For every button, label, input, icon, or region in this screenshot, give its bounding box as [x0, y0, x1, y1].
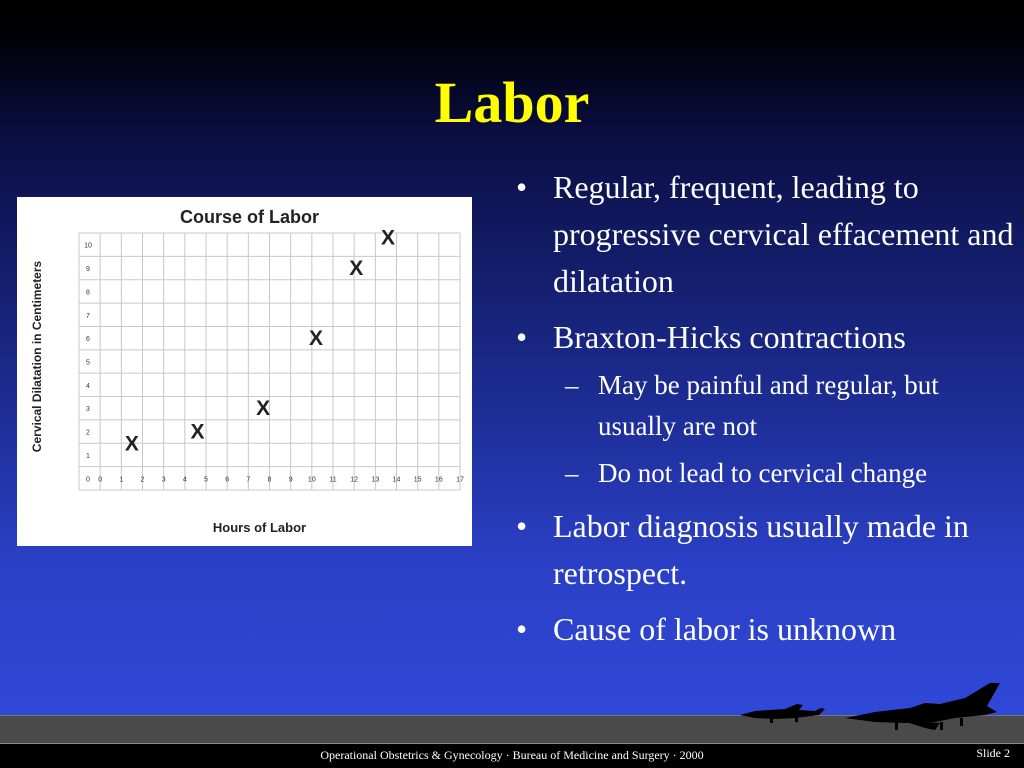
- chart-y-tick-label: 6: [86, 336, 90, 344]
- slide-title: Labor: [434, 70, 590, 135]
- bullet-text: Braxton-Hicks contractions: [553, 319, 906, 355]
- bullet-marker: •: [516, 508, 528, 544]
- sub-bullet-list: [553, 365, 1020, 494]
- footer-text: Operational Obstetrics & Gynecology · Bureau of Medicine and Surgery · 2000: [320, 748, 704, 762]
- chart-y-tick-label: 9: [86, 266, 90, 274]
- chart-x-tick-label: 17: [456, 476, 464, 484]
- chart-x-tick-label: 11: [329, 476, 337, 484]
- bullet-marker: •: [516, 319, 528, 355]
- sub-bullet-item: [553, 365, 1020, 447]
- chart-x-tick-label: 4: [182, 476, 187, 484]
- chart-data-point-marker: X: [256, 397, 271, 421]
- chart-x-tick-label: 15: [413, 476, 422, 484]
- chart-title: Course of Labor: [179, 207, 320, 227]
- chart-y-tick-label: 8: [86, 289, 90, 297]
- chart-x-tick-label: 5: [204, 476, 208, 484]
- chart-x-tick-label: 16: [434, 476, 443, 484]
- sub-bullet-text: May be painful and regular, but usually are not: [598, 370, 939, 441]
- chart-y-axis-label: Cervical Dilatation in Centimeters: [30, 260, 44, 453]
- bullet-list: [510, 164, 1020, 662]
- chart-x-tick-label: 10: [307, 476, 316, 484]
- chart-data-point-marker: X: [349, 257, 364, 281]
- chart-y-tick-label: 0: [86, 476, 90, 484]
- bullet-item: [510, 606, 1020, 653]
- chart-x-tick-label: 8: [267, 476, 272, 484]
- chart-y-tick-label: 2: [86, 429, 90, 437]
- bullet-text: Cause of labor is unknown: [553, 611, 897, 647]
- chart-x-tick-label: 6: [225, 476, 230, 484]
- chart-y-tick-label: 1: [86, 452, 90, 460]
- slide-number: Slide 2: [976, 746, 1010, 760]
- bullet-marker: •: [516, 169, 528, 205]
- bullet-text: Regular, frequent, leading to progressive cervical effacement and dilatation: [553, 169, 1014, 299]
- chart-y-tick-label: 10: [84, 242, 92, 250]
- bullet-text: Labor diagnosis usually made in retrospect.: [553, 508, 969, 591]
- chart-x-tick-label: 14: [392, 476, 401, 484]
- chart-svg: [17, 197, 472, 546]
- bullet-item: [510, 164, 1020, 305]
- bullet-item: [510, 314, 1020, 494]
- bullet-marker: •: [516, 611, 528, 647]
- chart-x-tick-label: 13: [371, 476, 380, 484]
- chart-x-tick-label: 1: [119, 476, 124, 484]
- sub-bullet-marker: –: [565, 370, 579, 400]
- chart-data-point-marker: X: [309, 327, 324, 351]
- chart-data-point-marker: X: [381, 226, 396, 250]
- sub-bullet-marker: –: [565, 458, 579, 488]
- sub-bullet-text: Do not lead to cervical change: [598, 458, 928, 488]
- chart-x-tick-label: 0: [98, 476, 103, 484]
- chart-x-axis-label: Hours of Labor: [212, 520, 307, 535]
- chart-x-tick-label: 7: [246, 476, 251, 484]
- chart-x-tick-label: 3: [161, 476, 166, 484]
- fighter-jets-silhouette-icon: [735, 678, 1005, 738]
- course-of-labor-chart: [17, 197, 472, 546]
- sub-bullet-item: [553, 453, 1020, 494]
- chart-y-tick-label: 4: [86, 382, 90, 390]
- chart-x-tick-label: 9: [288, 476, 293, 484]
- chart-data-point-marker: X: [190, 420, 205, 444]
- chart-y-tick-label: 7: [86, 312, 90, 320]
- chart-x-tick-label: 2: [140, 476, 145, 484]
- chart-data-point-marker: X: [124, 432, 139, 456]
- chart-y-tick-label: 3: [86, 406, 90, 414]
- chart-x-tick-label: 12: [350, 476, 359, 484]
- bullet-item: [510, 503, 1020, 597]
- chart-y-tick-label: 5: [86, 359, 90, 367]
